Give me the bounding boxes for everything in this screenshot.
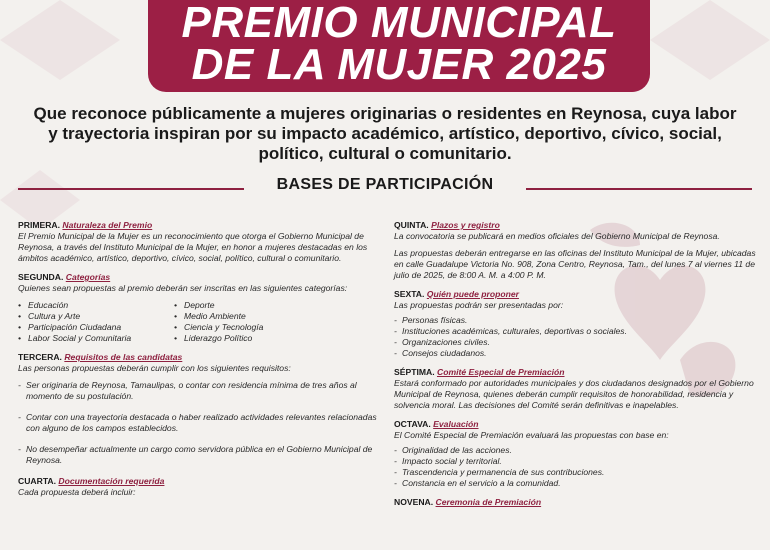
category-list (18, 300, 380, 344)
section-label: SEGUNDA. (18, 272, 64, 282)
section-body: Las propuestas podrán ser presentadas por: (394, 300, 564, 310)
title-line-2: DE LA MUJER 2025 (191, 40, 607, 89)
list-item: - No desempeñar actualmente un cargo como servidora pública en el Gobierno Municipal de Reynosa. (18, 444, 380, 466)
section-heading (394, 367, 756, 378)
section-segunda (18, 272, 380, 344)
subtitle-line: y trayectoria inspiran por su impacto académico, artístico, deportivo, cívico, social, (48, 124, 722, 143)
section-heading (394, 419, 756, 430)
category-column-1 (18, 300, 174, 344)
paragraph: Las propuestas deberán entregarse en las oficinas del Instituto Municipal de la Mujer, ubicadas en calle Guadalupe Victoria No. 908, Zona Centro, Reynosa, Tam., del lunes 7 al viernes 11 de julio de 2025, de 8:00 A. M. a 4:00 P. M. (394, 248, 756, 280)
list-item: - Personas físicas. (394, 315, 756, 326)
list-item: • Deporte (174, 300, 330, 311)
section-label: NOVENA. (394, 497, 434, 507)
section-label: OCTAVA. (394, 419, 431, 429)
section-body: Las personas propuestas deberán cumplir con los siguientes requisitos: (18, 363, 291, 373)
section-title: Documentación requerida (58, 476, 165, 486)
list-item: - Instituciones académicas, culturales, deportivas o sociales. (394, 326, 756, 337)
section-title: Requisitos de las candidatas (64, 352, 183, 362)
list-item: • Labor Social y Comunitaria (18, 333, 174, 344)
section-title: Quién puede proponer (426, 289, 519, 299)
list-item: • Ciencia y Tecnología (174, 322, 330, 333)
section-title: Ceremonia de Premiación (435, 497, 542, 507)
title-line-1: PREMIO MUNICIPAL (181, 0, 617, 47)
section-heading (18, 272, 380, 283)
subtitle-line: Que reconoce públicamente a mujeres originarias o residentes en Reynosa, cuya labor (33, 104, 737, 123)
list-item: - Contar con una trayectoria destacada o haber realizado actividades relevantes relacionadas con alguno de los campos establecidos. (18, 412, 380, 434)
list-item: • Participación Ciudadana (18, 322, 174, 333)
section-novena (394, 497, 756, 508)
section-sexta (394, 289, 756, 359)
bases-title: BASES DE PARTICIPACIÓN (276, 176, 494, 193)
list-item: - Organizaciones civiles. (394, 337, 756, 348)
section-title: Naturaleza del Premio (62, 220, 153, 230)
section-heading (18, 220, 380, 231)
section-label: QUINTA. (394, 220, 429, 230)
section-body: Quienes sean propuestas al premio deberán ser inscritas en las siguientes categorías: (18, 283, 348, 293)
proposer-list (394, 315, 756, 359)
right-column (394, 220, 756, 516)
divider-right (526, 188, 752, 190)
section-title: Categorías (65, 272, 111, 282)
section-heading (394, 220, 756, 231)
section-title: Evaluación (433, 419, 479, 429)
bases-heading (18, 176, 752, 200)
section-label: SEXTA. (394, 289, 425, 299)
section-body (394, 231, 756, 281)
requirements-list (18, 380, 380, 466)
subtitle (30, 104, 740, 164)
list-item: • Liderazgo Político (174, 333, 330, 344)
paragraph: La convocatoria se publicará en medios oficiales del Gobierno Municipal de Reynosa. (394, 231, 720, 241)
section-cuarta (18, 476, 380, 498)
section-title: Comité Especial de Premiación (436, 367, 565, 377)
section-octava (394, 419, 756, 489)
left-column (18, 220, 380, 506)
section-body: Estará conformado por autoridades municipales y dos ciudadanos designados por el Gobierno Municipal de Reynosa, quienes deberán cumplir requisitos de honorabilidad, residencia y solvencia moral. Las decisiones del Comité serán definitivas e inapelables. (394, 378, 754, 410)
list-item: - Originalidad de las acciones. (394, 445, 756, 456)
subtitle-line: político, cultural o comunitario. (258, 144, 512, 163)
section-label: SÉPTIMA. (394, 367, 435, 377)
list-item: - Consejos ciudadanos. (394, 348, 756, 359)
section-body: El Premio Municipal de la Mujer es un reconocimiento que otorga el Gobierno Municipal de Reynosa, a través del Instituto Municipal de la Mujer, en honor a mujeres destacadas en los ámbitos académico, artístico, deportivo, cívico, social, político, cultural o comunitario. (18, 231, 368, 263)
section-label: TERCERA. (18, 352, 62, 362)
section-tercera (18, 352, 380, 466)
list-item: • Medio Ambiente (174, 311, 330, 322)
section-label: PRIMERA. (18, 220, 61, 230)
section-body: El Comité Especial de Premiación evaluará las propuestas con base en: (394, 430, 669, 440)
category-column-2 (174, 300, 330, 344)
section-quinta (394, 220, 756, 281)
title-banner (148, 0, 650, 92)
list-item: - Impacto social y territorial. (394, 456, 756, 467)
section-label: CUARTA. (18, 476, 57, 486)
section-heading (394, 289, 756, 300)
section-primera (18, 220, 380, 264)
section-heading (18, 476, 380, 487)
section-body: Cada propuesta deberá incluir: (18, 487, 136, 497)
list-item: • Educación (18, 300, 174, 311)
list-item: - Trascendencia y permanencia de sus contribuciones. (394, 467, 756, 478)
section-heading (18, 352, 380, 363)
section-heading (394, 497, 756, 508)
evaluation-list (394, 445, 756, 489)
list-item: • Cultura y Arte (18, 311, 174, 322)
section-septima (394, 367, 756, 411)
list-item: - Ser originaria de Reynosa, Tamaulipas, o contar con residencia mínima de tres años al momento de su postulación. (18, 380, 380, 402)
section-title: Plazos y registro (431, 220, 500, 230)
list-item: - Constancia en el servicio a la comunidad. (394, 478, 756, 489)
